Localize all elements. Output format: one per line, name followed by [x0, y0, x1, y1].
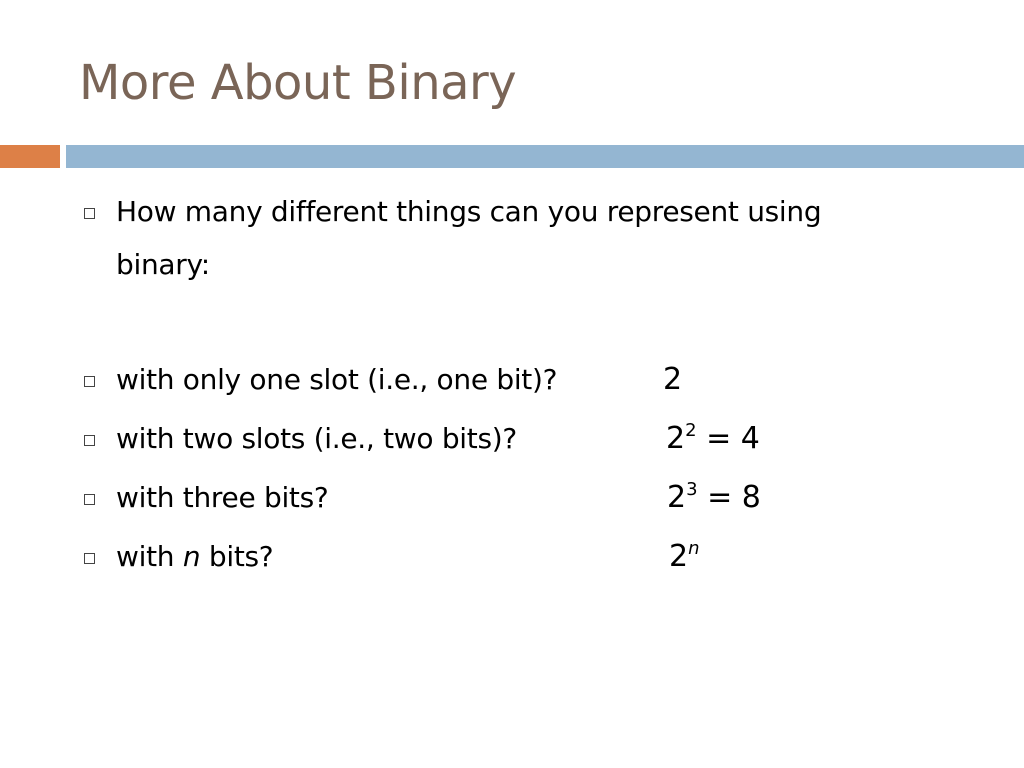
answer-three-bits — [667, 478, 761, 518]
hollow-square-bullet-icon — [84, 435, 95, 446]
hollow-square-bullet-icon — [84, 553, 95, 564]
intro-line-1: How many different things can you represent using — [116, 195, 822, 228]
hollow-square-bullet-icon — [84, 494, 95, 505]
answer-exponent: 3 — [686, 479, 698, 500]
answer-base: 2 — [663, 362, 683, 397]
question-three-bits: with three bits? — [116, 481, 329, 514]
question-n-bits — [116, 537, 273, 577]
answer-base: 2 — [669, 539, 689, 574]
answer-one-bit — [663, 360, 682, 400]
answer-exponent: 2 — [685, 420, 697, 441]
question-prefix: with — [116, 540, 183, 573]
question-one-bit: with only one slot (i.e., one bit)? — [116, 363, 558, 396]
hollow-square-bullet-icon — [84, 208, 95, 219]
answer-base: 2 — [667, 480, 687, 515]
question-two-bits: with two slots (i.e., two bits)? — [116, 422, 517, 455]
question-variable-n: n — [182, 540, 201, 573]
answer-base: 2 — [666, 421, 686, 456]
slide-title: More About Binary — [79, 55, 517, 111]
hollow-square-bullet-icon — [84, 376, 95, 387]
answer-n-bits — [669, 537, 700, 577]
answer-result: = 4 — [696, 421, 760, 456]
answer-two-bits — [666, 419, 760, 459]
answer-exponent: n — [688, 538, 700, 559]
answer-result: = 8 — [697, 480, 761, 515]
intro-line-2: binary: — [116, 248, 210, 281]
question-suffix: bits? — [200, 540, 274, 573]
